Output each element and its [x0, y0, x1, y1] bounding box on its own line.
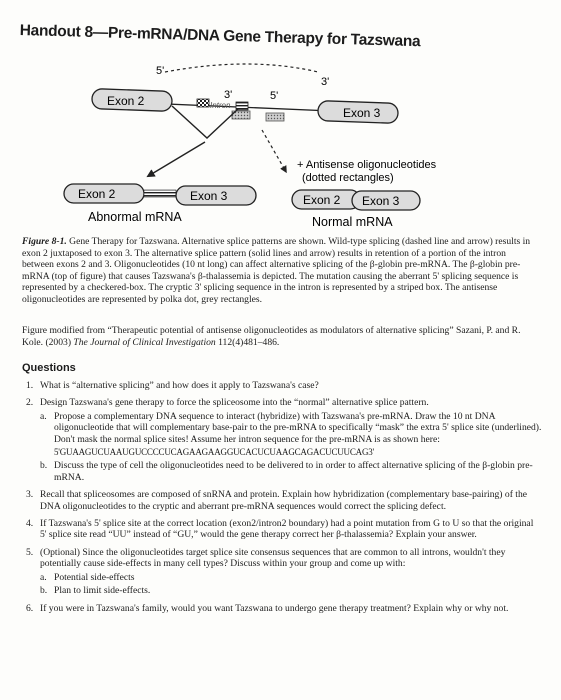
abnormal-exon2-label: Exon 2: [78, 187, 116, 201]
splicing-diagram: [0, 0, 561, 235]
question-number: 1.: [26, 380, 34, 391]
figure-label: Figure 8-1.: [22, 236, 67, 247]
antisense-note-line2: (dotted rectangles): [302, 172, 394, 184]
normal-exon3-label: Exon 3: [362, 194, 400, 208]
five-prime-mid-label: 5': [270, 90, 279, 102]
question-text: Design Tazswana's gene therapy to force the spliceosome into the “normal” alternative splice pattern.: [40, 397, 429, 409]
question-5: [22, 547, 542, 597]
abnormal-arrow: [150, 142, 205, 175]
antisense-oligo-rect-2: [266, 113, 284, 121]
exon2-label: Exon 2: [107, 94, 145, 108]
question-6: [22, 603, 542, 614]
page-title: Handout 8—Pre-mRNA/DNA Gene Therapy for Tazswana: [19, 22, 421, 51]
sub-letter: a.: [40, 571, 47, 583]
figure-credit: [22, 325, 540, 348]
sub-text: Discuss the type of cell the oligonucleotides need to be delivered to in order to affect alternative splicing of the β-globin pre-mRNA.: [54, 460, 533, 483]
question-number: 4.: [26, 518, 34, 530]
questions-heading: Questions: [22, 362, 76, 374]
abnormal-retained-intron: [144, 190, 176, 197]
sub-text: Potential side-effects: [54, 571, 135, 583]
alternative-splice-solid-lines: [172, 106, 238, 138]
sub-text: Plan to limit side-effects.: [54, 585, 151, 597]
abnormal-mrna-label: Abnormal mRNA: [88, 210, 182, 224]
question-text: What is “alternative splicing” and how does it apply to Tazswana's case?: [40, 380, 319, 391]
credit-text: Figure modified from “Therapeutic potential of antisense oligonucleotides as modulators of alternative splicing” Sazani, P. and R. Kole. (2003): [22, 325, 521, 348]
question-text: If you were in Tazswana's family, would you want Tazswana to undergo gene therapy treatment? Explain why or why not.: [40, 602, 509, 614]
figure-caption-text: Gene Therapy for Tazswana. Alternative splice patterns are shown. Wild-type splicing (dashed line and arrow) results in exon 2 juxtaposed to exon 3. The alternative splice pattern (solid lines and arrow) results in retention of a portion of the intron between exons 2 and 3. Oligonucleotides (10 nt long) can affect alternative splicing of the β-globin pre-mRNA. The β-globin pre-mRNA (top of figure) that causes Tazswana's β-thalassemia is depicted. The mutation causing the aberrant 5' splicing sequence is represented by a checkered-box. The cryptic 3' splicing sequence in the intron is represented by a striped box. The antisense oligonucleotides are represented by polka dot, grey rectangles.: [22, 236, 531, 305]
question-5b: [40, 585, 542, 596]
sub-text: Propose a complementary DNA sequence to interact (hybridize) with Tazswana's pre-mRNA. Draw the 10 nt DNA oligonucleotide that will complementary base-pair to the pre-mRNA to specifically “mask” the extra 5' splice site (underlined). Don't mask the normal splice sites! Assume her intron sequence for the pre-mRNA is as shown here:: [54, 410, 542, 445]
three-prime-top-label: 3': [321, 76, 330, 88]
normal-mrna-label: Normal mRNA: [312, 215, 393, 229]
wildtype-splice-dashed-line: [165, 64, 318, 72]
credit-journal: The Journal of Clinical Investigation: [73, 336, 216, 348]
aberrant-5-prime-checkered-box: [197, 99, 209, 107]
antisense-note-line1: + Antisense oligonucleotides: [297, 159, 437, 171]
five-prime-label: 5': [156, 65, 165, 77]
figure-caption: [22, 236, 540, 306]
question-number: 6.: [26, 602, 34, 614]
intron-label: Intron: [210, 101, 231, 110]
question-2a: [40, 411, 542, 459]
normal-exon2-label: Exon 2: [303, 193, 341, 207]
question-text: Recall that spliceosomes are composed of snRNA and protein. Explain how hybridization (complementary base-pairing) of the DNA oligonucleotides to the cryptic and aberrant pre-mRNA sequences would correct the splicing defect.: [40, 489, 528, 512]
question-number: 5.: [26, 546, 34, 558]
question-text: If Tazswana's 5' splice site at the correct location (exon2/intron2 boundary) had a point mutation from G to U so that the original 5' splice site read “UU” instead of “GU,” would the gene therapy correct her β-thalassemia? Explain your answer.: [40, 518, 534, 541]
questions-list: [22, 380, 542, 620]
question-1: [22, 380, 542, 391]
question-2: [22, 397, 542, 483]
three-prime-mid-label: 3': [224, 89, 233, 101]
credit-citation: 112(4)481–486.: [215, 336, 280, 348]
question-number: 2.: [26, 397, 34, 409]
abnormal-exon3-label: Exon 3: [190, 189, 228, 203]
question-5a: [40, 572, 542, 583]
normal-dashed-arrow: [262, 130, 285, 170]
sub-letter: b.: [40, 585, 48, 597]
sub-letter: b.: [40, 460, 48, 472]
question-2b: [40, 460, 542, 483]
intron-sequence: 5'GUAAGUCUAAUGUCCCCUCAGAAGAAGGUCACUCUAAGCAGACUCUUCAG3': [54, 447, 374, 458]
question-text: (Optional) Since the oligonucleotides target splice site consensus sequences that are common to all introns, wouldn't they potentially cause side-effects in many cell types? Discuss within your group and come up with:: [40, 546, 506, 570]
question-4: [22, 518, 542, 541]
question-number: 3.: [26, 489, 34, 501]
sub-letter: a.: [40, 410, 47, 422]
exon3-label: Exon 3: [343, 106, 381, 120]
question-3: [22, 489, 542, 512]
